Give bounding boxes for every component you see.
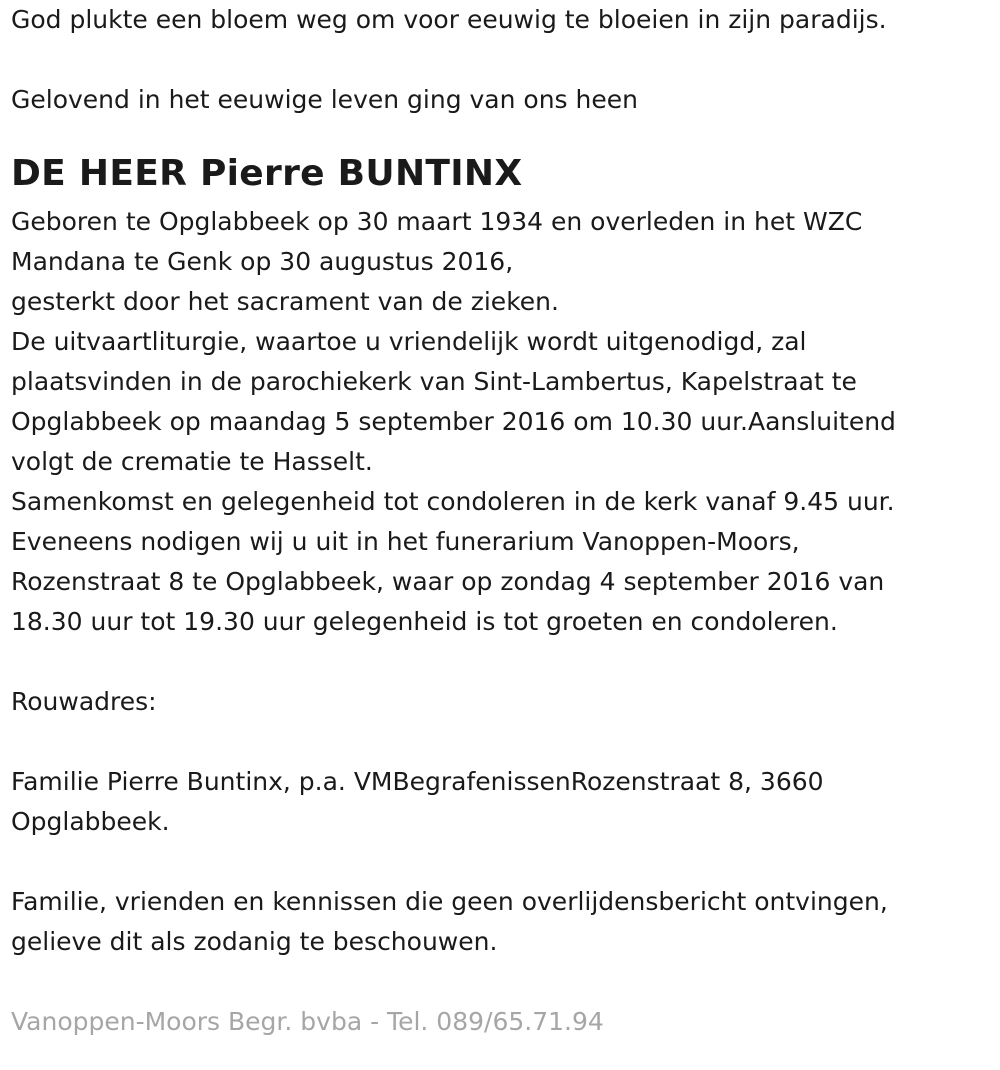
body-line: gesterkt door het sacrament van de zieken. <box>11 287 559 316</box>
body-line: volgt de crematie te Hasselt. <box>11 447 373 476</box>
notice-line: Familie, vrienden en kennissen die geen overlijdensbericht ontvingen, <box>11 887 888 916</box>
notice <box>11 882 996 962</box>
intro-quote: God plukte een bloem weg om voor eeuwig te bloeien in zijn paradijs. <box>11 5 887 34</box>
body-line: Eveneens nodigen wij u uit in het funerarium Vanoppen-Moors, <box>11 527 800 556</box>
notice-line: gelieve dit als zodanig te beschouwen. <box>11 927 498 956</box>
mourning-address <box>11 762 996 842</box>
mourning-address-label: Rouwadres: <box>11 687 157 716</box>
spacer <box>11 40 996 80</box>
body-line: Samenkomst en gelegenheid tot condoleren in de kerk vanaf 9.45 uur. <box>11 487 895 516</box>
body-line: Rozenstraat 8 te Opglabbeek, waar op zondag 4 september 2016 van <box>11 567 885 596</box>
funeral-home-footer: Vanoppen-Moors Begr. bvba - Tel. 089/65.71.94 <box>11 1007 604 1036</box>
deceased-name: DE HEER Pierre BUNTINX <box>11 153 523 194</box>
obituary-body <box>11 202 996 642</box>
mourning-address-line: Opglabbeek. <box>11 807 170 836</box>
body-line: Opglabbeek op maandag 5 september 2016 om 10.30 uur.Aansluitend <box>11 407 896 436</box>
body-line: 18.30 uur tot 19.30 uur gelegenheid is tot groeten en condoleren. <box>11 607 838 636</box>
intro-faith: Gelovend in het eeuwige leven ging van ons heen <box>11 85 638 114</box>
body-line: Mandana te Genk op 30 augustus 2016, <box>11 247 514 276</box>
spacer <box>11 722 996 762</box>
spacer <box>11 842 996 882</box>
body-line: plaatsvinden in de parochiekerk van Sint-Lambertus, Kapelstraat te <box>11 367 857 396</box>
mourning-address-line: Familie Pierre Buntinx, p.a. VMBegrafenissenRozenstraat 8, 3660 <box>11 767 824 796</box>
obituary-document <box>11 0 996 1042</box>
body-line: De uitvaartliturgie, waartoe u vriendelijk wordt uitgenodigd, zal <box>11 327 807 356</box>
spacer <box>11 962 996 1002</box>
spacer <box>11 642 996 682</box>
body-line: Geboren te Opglabbeek op 30 maart 1934 en overleden in het WZC <box>11 207 863 236</box>
